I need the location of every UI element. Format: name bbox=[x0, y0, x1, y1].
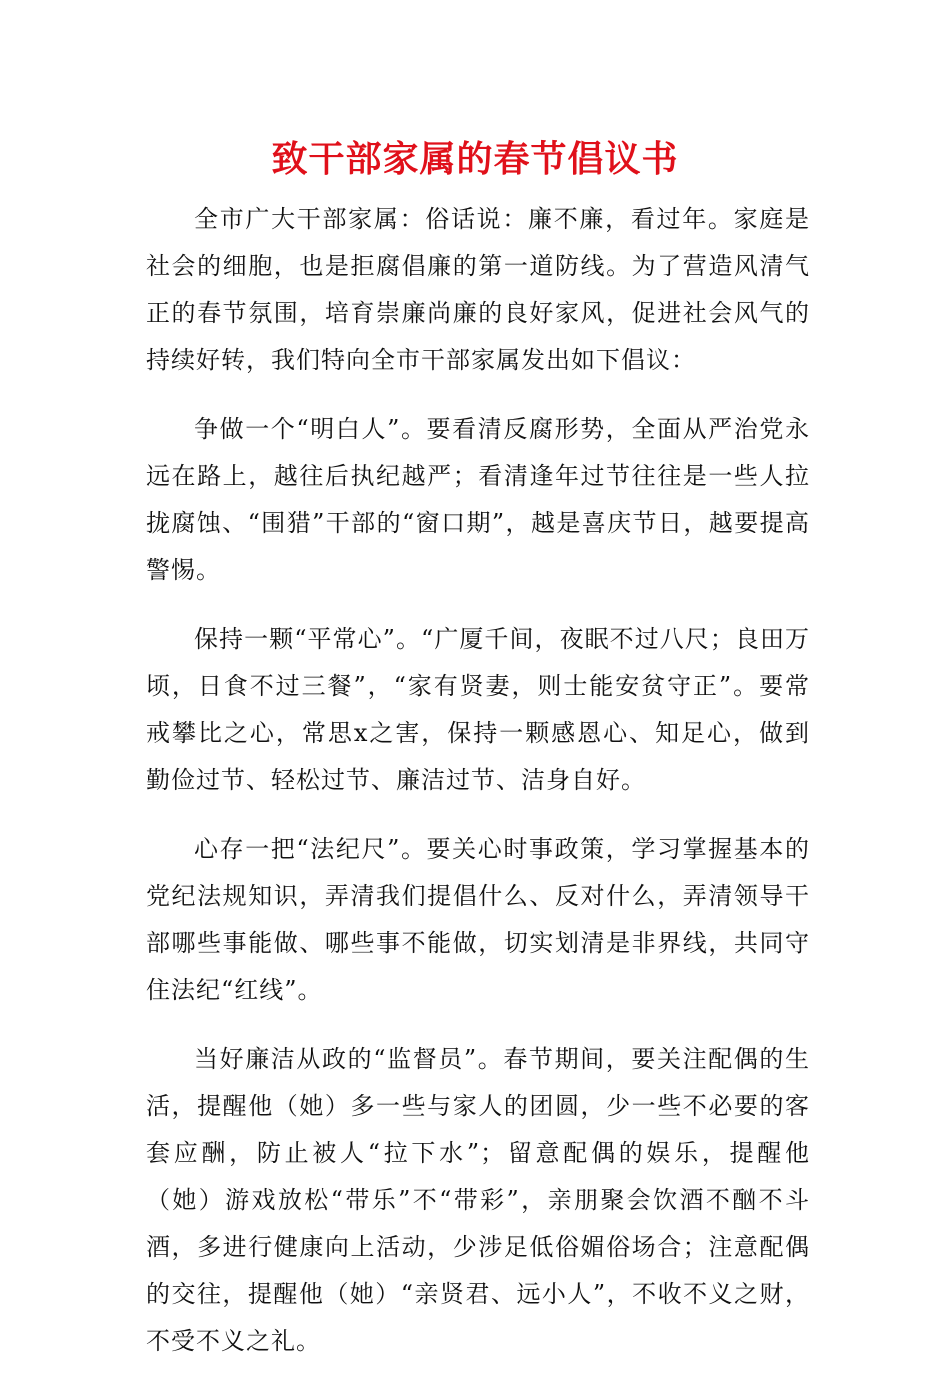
paragraph-supervisor: 当好廉洁从政的“监督员”。春节期间，要关注配偶的生活，提醒他（她）多一些与家人的团圆，少一些不必要的客套应酬，防止被人“拉下水”；留意配偶的娱乐，提醒他（她）游戏放松“带乐”不“带彩”，亲朋聚会饮酒不酗不斗酒，多进行健康向上活动，少涉足低俗媚俗场合；注意配偶的交往，提醒他（她）“亲贤君、远小人”，不收不义之财，不受不义之礼。 bbox=[146, 1045, 810, 1355]
paragraph-ordinary-heart: 保持一颗“平常心”。“广厦千间，夜眠不过八尺；良田万顷，日食不过三餐”，“家有贤妻，则士能安贫守正”。要常戒攀比之心，常思x之害，保持一颗感恩心、知足心，做到勤俭过节、轻松过节、廉洁过节、洁身自好。 bbox=[146, 625, 810, 794]
paragraph-intro: 全市广大干部家属：俗话说：廉不廉，看过年。家庭是社会的细胞，也是拒腐倡廉的第一道防线。为了营造风清气正的春节氛围，培育崇廉尚廉的良好家风，促进社会风气的持续好转，我们特向全市干部家属发出如下倡议： bbox=[146, 205, 810, 374]
document-body bbox=[146, 196, 810, 1387]
document-title: 致干部家属的春节倡议书 bbox=[271, 138, 679, 180]
paragraph-law-ruler: 心存一把“法纪尺”。要关心时事政策，学习掌握基本的党纪法规知识，弄清我们提倡什么、反对什么，弄清领导干部哪些事能做、哪些事不能做，切实划清是非界线，共同守住法纪“红线”。 bbox=[146, 835, 810, 1004]
paragraph-clear-minded: 争做一个“明白人”。要看清反腐形势，全面从严治党永远在路上，越往后执纪越严；看清逢年过节往往是一些人拉拢腐蚀、“围猎”干部的“窗口期”，越是喜庆节日，越要提高警惕。 bbox=[146, 415, 810, 584]
